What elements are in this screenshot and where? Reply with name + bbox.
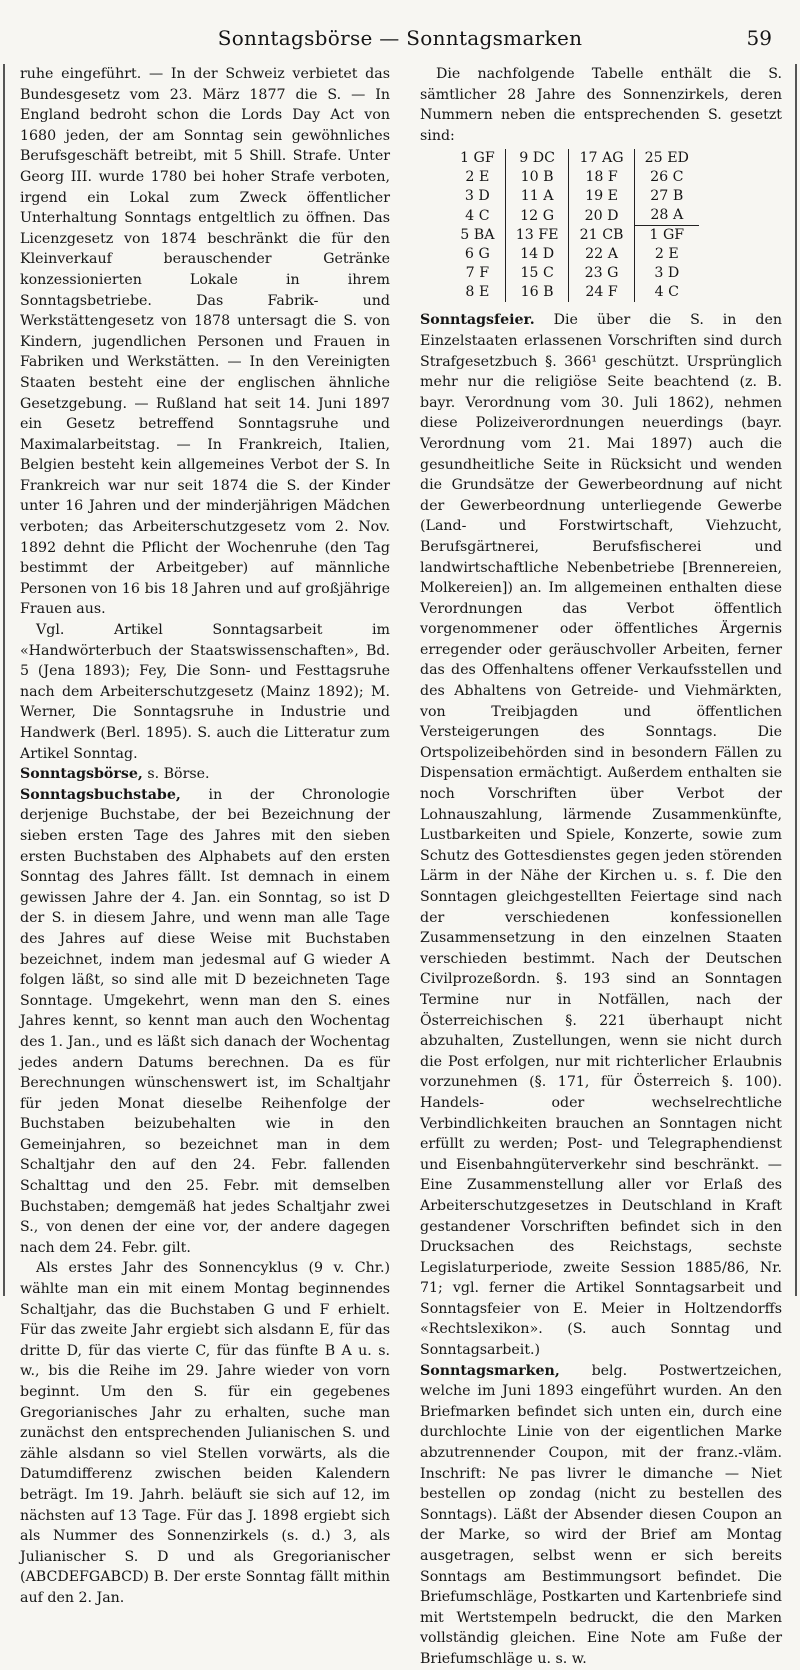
table-cell: 5 BA	[460, 227, 495, 244]
left-margin-rule	[3, 64, 5, 1296]
right-column	[420, 64, 782, 1670]
table-cell: 1 GF	[460, 150, 495, 167]
table-cell: 24 F	[569, 283, 634, 302]
table-cell: 16 B	[505, 283, 569, 302]
table-cell: 8 E	[465, 284, 490, 301]
table-cell: 13 FE	[505, 226, 569, 246]
table-cell: 22 A	[569, 245, 634, 264]
entry-sonntagsboerse-text: s. Börse.	[142, 766, 210, 783]
table-cell: 11 A	[505, 187, 569, 206]
lemma-sonntagsboerse: Sonntagsbörse,	[20, 766, 143, 783]
entry-sonntagsboerse	[20, 764, 390, 785]
paragraph-sonnencyklus: Als erstes Jahr des Sonnencyklus (9 v. Chr.) wählte man ein mit einem Montag beginnendes Schaltjahr, das die Buchstaben G und F erhielt. Für das zweite Jahr ergiebt sich alsdann E, für das dritte D, für das vierte C, für das fünfte B A u. s. w., bis die Reihe im 29. Jahre wieder von vorn beginnt. Um den S. für ein gegebenes Gregorianisches Jahr zu erhalten, suche man zunächst den entsprechenden Julianischen S. und zähle alsdann so viel Stellen vorwärts, als die Datumdifferenz zwischen beiden Kalendern beträgt. Im 19. Jahrh. beläuft sie sich auf 12, im nächsten auf 13 Tage. Für das J. 1898 ergiebt sich als Nummer des Sonnenzirkels (s. d.) 3, als Julianischer S. D und als Gregorianischer (ABCDEFGABCD) B. Der erste Sonntag fällt mithin auf den 2. Jan.	[20, 1260, 390, 1606]
table-row	[450, 226, 699, 246]
table-row	[450, 149, 699, 168]
table-cell: 20 D	[569, 206, 634, 226]
table-cell: 23 G	[569, 264, 634, 283]
entry-sonntagsbuchstabe	[20, 785, 390, 1259]
lemma-sonntagsbuchstabe: Sonntagsbuchstabe,	[20, 786, 181, 803]
table-row	[450, 264, 699, 283]
table-row	[450, 206, 699, 226]
table-cell: 12 G	[505, 206, 569, 226]
table-cell: 7 F	[465, 265, 490, 282]
table-cell: 1 GF	[634, 226, 699, 246]
entry-sonntagsbuchstabe-text: in der Chronologie derjenige Buchstabe, der bei Bezeichnung der sieben ersten Tage des Jahres mit den sieben ersten Buchstaben des Alphabets auf den ersten Sonntag des Jahres fällt. Ist demnach in einem gewissen Jahre der 4. Jan. ein Sonntag, so ist D der S. in diesem Jahre, und wenn man alle Tage des Jahres auf diese Weise mit Buchstaben bezeichnet, indem man jedesmal auf G wieder A folgen läßt, so sind alle mit D bezeichneten Tage Sonntage. Umgekehrt, wenn man den S. eines Jahres kennt, so kennt man auch den Wochentag des 1. Jan., und es läßt sich danach der Wochentag jedes andern Datums berechnen. Da es für Berechnungen wünschenswert ist, im Schaltjahr für jeden Monat dieselbe Reihenfolge der Buchstaben beizubehalten wie in den Gemeinjahren, so bezeichnet man in dem Schaltjahr den auf den 24. Febr. fallenden Schalttag und den 25. Febr. mit demselben Buchstaben; demgemäß hat jedes Schaltjahr zwei S., von denen der eine vor, der andere dagegen nach dem 24. Febr. gilt.	[20, 786, 390, 1256]
running-title: Sonntagsbörse — Sonntagsmarken	[217, 26, 583, 50]
table-cell: 3 D	[634, 264, 699, 283]
table-row	[450, 283, 699, 302]
sun-cycle-table	[450, 149, 699, 302]
table-cell: 15 C	[505, 264, 569, 283]
right-margin-rule	[795, 64, 797, 1296]
table-cell: 4 C	[634, 283, 699, 302]
entry-sonntagsfeier	[420, 310, 782, 1360]
table-cell: 6 G	[464, 246, 490, 263]
table-cell: 28 A	[634, 206, 699, 226]
table-cell: 25 ED	[634, 149, 699, 168]
paragraph-literature: Vgl. Artikel Sonntagsarbeit im «Handwörterbuch der Staatswissenschaften», Bd. 5 (Jena 1893); Fey, Die Sonn- und Festtagsruhe nach dem Arbeiterschutzgesetz (Mainz 1892); M. Werner, Die Sonntagsruhe in Industrie und Handwerk (Berl. 1895). S. auch die Litteratur zum Artikel Sonntag.	[20, 622, 390, 762]
table-cell: 3 D	[464, 188, 490, 205]
table-cell: 18 F	[569, 168, 634, 187]
entry-sonntagsfeier-text: Die über die S. in den Einzelstaaten erlassenen Vorschriften sind durch Strafgesetzbuch §. 366¹ geschützt. Ursprünglich mehr nur die religiöse Seite beachtend (z. B. bayr. Verordnung vom 30. Juli 1862), nehmen diese Polizeiverordnungen neuerdings (bayr. Verordnung vom 21. Mai 1897) auch die gesundheitliche Seite in Rücksicht und wenden die Grundsätze der Gewerbeordnung auf nicht der Gewerbeordnung unterliegende Gewerbe (Land- und Forstwirtschaft, Viehzucht, Berufsgärtnerei, Berufsfischerei und landwirtschaftliche Nebenbetriebe [Brennereien, Molkereien]) an. Im allgemeinen enthalten diese Verordnungen das Verbot öffentlich vorgenommener oder öffentliches Ärgernis erregender oder geräuschvoller Arbeiten, ferner das des Offenhaltens offener Verkaufsstellen und des Abhaltens von Getreide- und Viehmärkten, von Treibjagden und öffentlichen Versteigerungen des Sonntags. Die Ortspolizeibehörden sind in besondern Fällen zu Dispensation ermächtigt. Außerdem enthalten sie noch Vorschriften über Verbot der Lohnauszahlung, lärmende Zusammenkünfte, Lustbarkeiten und Spiele, Konzerte, sowie zum Schutz des Gottesdienstes gegen jeden störenden Lärm in der Nähe der Kirchen u. s. f. Die den Sonntagen gleichgestellten Feiertage sind nach der verschiedenen konfessionellen Zusammensetzung in den einzelnen Staaten verschieden bestimmt. Nach der Deutschen Civilprozeßordn. §. 193 sind an Sonntagen Termine nur in Notfällen, nach der Österreichischen §. 221 überhaupt nicht abzuhalten, Zustellungen, wenn sie nicht durch die Post erfolgen, nur mit richterlicher Erlaubnis vorzunehmen (§. 171, für Österreich §. 100). Handels- oder wechselrechtliche Verbindlichkeiten brauchen an Sonntagen nicht erfüllt zu werden; Post- und Telegraphendienst und Eisenbahngüterverkehr sind beschränkt. — Eine Zusammenstellung aller vor Erlaß des Arbeiterschutzgesetzes in Deutschland in Kraft gestandener Vorschriften befindet sich in den Drucksachen des Reichstags, sechste Legislaturperiode, zweite Session 1885/86, Nr. 71; vgl. ferner die Artikel Sonntagsarbeit und Sonntagsfeier von E. Meier in Holtzendorffs «Rechtslexikon». (S. auch Sonntag und Sonntagsarbeit.)	[420, 312, 782, 1359]
table-cell: 17 AG	[569, 149, 634, 168]
table-cell: 26 C	[634, 168, 699, 187]
table-cell: 2 E	[465, 169, 490, 186]
table-cell: 27 B	[634, 187, 699, 206]
entry-sonntagsmarken	[420, 1361, 782, 1670]
lemma-sonntagsfeier: Sonntagsfeier.	[420, 312, 535, 329]
table-cell: 9 DC	[505, 149, 569, 168]
table-cell: 21 CB	[569, 226, 634, 246]
paragraph-schweiz-england: ruhe eingeführt. — In der Schweiz verbietet das Bundesgesetz vom 23. März 1877 die S. — In England bedroht schon die Lords Day Act von 1680 jeden, der am Sonntag sein gewöhnliches Berufsgeschäft betreibt, mit 5 Shill. Strafe. Unter Georg III. wurde 1780 bei hoher Strafe verboten, irgend ein Lokal zum Zweck öffentlicher Unterhaltung Sonntags entgeltlich zu öffnen. Das Licenzgesetz von 1874 beschränkt die für den Kleinverkauf berauschender Getränke konzessionierten Lokale in ihrem Sonntagsbetriebe. Das Fabrik- und Werkstättengesetz von 1878 untersagt die S. von Kindern, jugendlichen Personen und Frauen in Fabriken und Werkstätten. — In den Vereinigten Staaten besteht eine der englischen ähnliche Gesetzgebung. — Rußland hat seit 14. Juni 1897 ein Gesetz betreffend Sonntagsruhe und Maximalarbeitstag. — In Frankreich, Italien, Belgien besteht kein allgemeines Verbot der S. In Frankreich war nur seit 1874 die S. der Kinder unter 16 Jahren und der minderjährigen Mädchen verboten; das Arbeiterschutzgesetz vom 2. Nov. 1892 dehnt die Pflicht der Wochenruhe (den Tag bestimmt der Arbeitgeber) auf männliche Personen von 16 bis 18 Jahren und auf großjährige Frauen aus.	[20, 66, 390, 618]
table-row	[450, 187, 699, 206]
entry-sonntagsmarken-text: belg. Postwertzeichen, welche im Juni 1893 eingeführt wurden. An den Briefmarken befindet sich unten ein, durch eine durchlochte Linie von der eigentlichen Marke abzutrennender Coupon, mit der franz.-vläm. Inschrift: Ne pas livrer le dimanche — Niet bestellen op zondag (nicht zu bestellen des Sonntags). Läßt der Absender diesen Coupon an der Marke, so wird der Brief am Montag ausgetragen, selbst wenn er sich bereits Sonntags am Bestimmungsort befindet. Die Briefumschläge, Postkarten und Kartenbriefe sind mit Wertstempeln bedruckt, die den Marken vollständig gleichen. Eine Note am Fuße der Briefumschläge u. s. w.	[420, 1362, 782, 1667]
table-row	[450, 245, 699, 264]
table-row	[450, 168, 699, 187]
table-cell: 2 E	[634, 245, 699, 264]
table-cell: 14 D	[505, 245, 569, 264]
lemma-sonntagsmarken: Sonntagsmarken,	[420, 1362, 560, 1379]
page-number: 59	[746, 26, 772, 50]
running-head	[20, 26, 780, 56]
table-cell: 10 B	[505, 168, 569, 187]
table-intro: Die nachfolgende Tabelle enthält die S. sämtlicher 28 Jahre des Sonnenzirkels, deren Nummern neben die entsprechenden S. gesetzt sind:	[420, 66, 782, 144]
table-cell: 19 E	[569, 187, 634, 206]
left-column	[20, 64, 390, 1609]
table-cell: 4 C	[465, 207, 490, 224]
